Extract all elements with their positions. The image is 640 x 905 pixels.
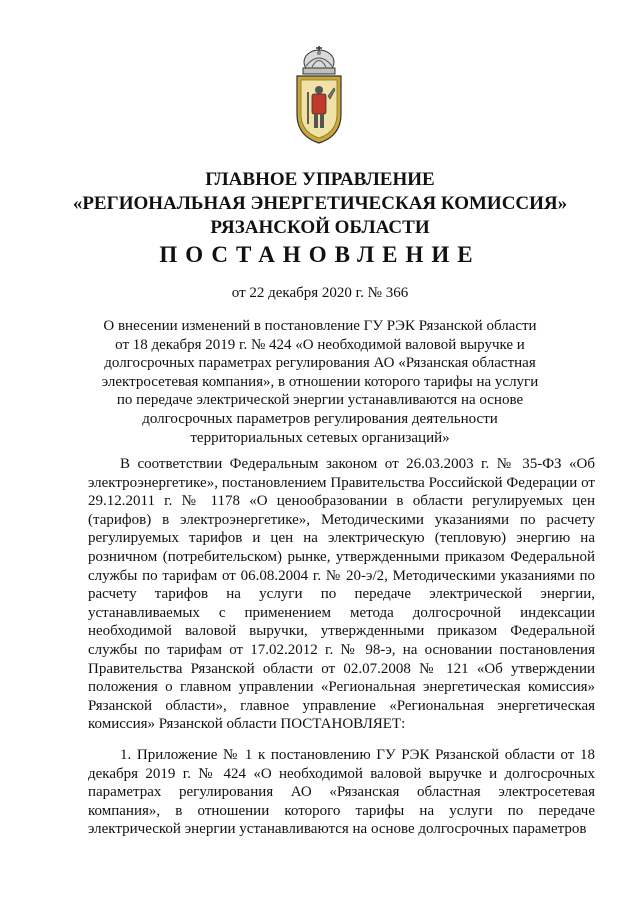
coat-of-arms-icon xyxy=(292,44,346,146)
body-paragraph-2: 1. Приложение № 1 к постановлению ГУ РЭК Рязанской области от 18 декабря 2019 г. № 424 «О необходимой валовой выручке и долгосрочных параметрах регулирования АО «Рязанская областная электросетевая компания», в отношении которого тарифы на услуги по передаче электрической энергии устанавливаются на основе долгосрочных параметров xyxy=(88,747,595,838)
document-date: от 22 декабря 2020 г. № 366 xyxy=(231,285,409,301)
document-title: ПОСТАНОВЛЕНИЕ xyxy=(159,242,481,267)
header-line-1: ГЛАВНОЕ УПРАВЛЕНИЕ xyxy=(205,169,435,190)
body-paragraph-1: В соответствии Федеральным законом от 26.03.2003 г. № 35-ФЗ «Об электроэнергетике», постановлением Правительства Российской Федерации от 29.12.2011 г. № 1178 «О ценообразовании в области регулируемых цен (тарифов) в электроэнергетике», Методическими указаниями по расчету регулируемых тарифов и цен на электрическую (тепловую) энергию на розничном (потребительском) рынке, утвержденными приказом Федеральной службы по тарифам от 06.08.2004 г. № 20-э/2, Методическими указаниями по расчету тарифов на услуги по передаче электрической энергии, устанавливаемых с применением метода долгосрочной индексации необходимой валовой выручки, утвержденными приказом Федеральной службы по тарифам от 17.02.2012 г. № 98-э, на основании постановления Правительства Рязанской области от 02.07.2008 № 121 «Об утверждении положения о главном управлении «Региональная энергетическая комиссия» Рязанской области», главное управление «Региональная энергетическая комиссия» Рязанской области ПОСТАНОВЛЯЕТ: xyxy=(88,456,595,733)
document-subject: О внесении изменений в постановление ГУ РЭК Рязанской области от 18 декабря 2019 г. № 424 «О необходимой валовой выручке и долгосрочных параметрах регулирования АО «Рязанская областная электросетевая компания», в отношении которого тарифы на услуги по передаче электрической энергии устанавливаются на основе долгосрочных параметров регулирования деятельности территориальных сетевых организаций» xyxy=(101,318,539,446)
header-line-3: РЯЗАНСКОЙ ОБЛАСТИ xyxy=(210,217,430,238)
crown-icon xyxy=(303,46,335,74)
shield-icon xyxy=(297,76,341,143)
issuing-authority-header xyxy=(0,168,640,240)
header-line-2: «РЕГИОНАЛЬНАЯ ЭНЕРГЕТИЧЕСКАЯ КОМИССИЯ» xyxy=(72,193,568,214)
